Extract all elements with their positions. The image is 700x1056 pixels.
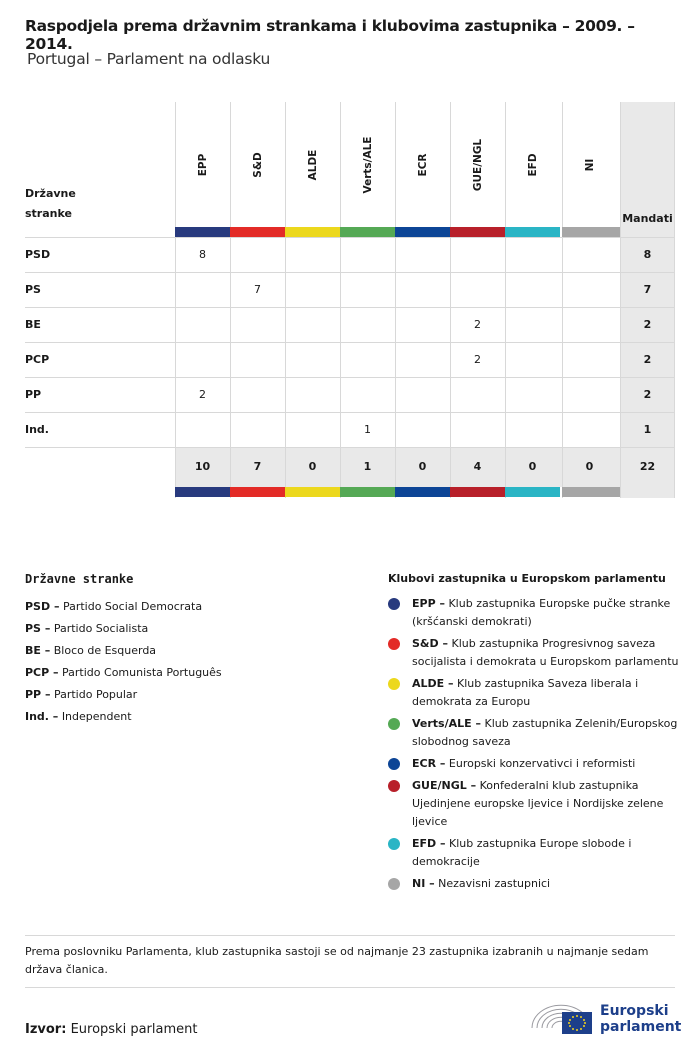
seat-cell	[505, 307, 560, 342]
seat-cell	[505, 272, 560, 307]
seat-cell	[562, 412, 617, 447]
seat-cell	[230, 377, 285, 412]
party-name: Bloco de Esquerda	[53, 644, 157, 657]
seat-cell	[340, 342, 395, 377]
source-line	[25, 1022, 197, 1037]
grand-total-cell: 22	[639, 460, 656, 473]
group-header-label: S&D	[251, 151, 264, 178]
seat-cell	[395, 307, 450, 342]
group-color-dot-icon	[388, 838, 400, 850]
seat-cell	[395, 272, 450, 307]
group-legend-item	[388, 755, 683, 773]
party-name: Partido Socialista	[53, 622, 149, 635]
group-legend-item	[388, 715, 683, 751]
seat-cell	[175, 342, 230, 377]
party-abbr: Ind. –	[25, 710, 59, 723]
group-sum-cell: 0	[418, 460, 427, 473]
group-color-dot-icon	[388, 678, 400, 690]
seat-cell	[505, 412, 560, 447]
group-color-bar	[562, 487, 620, 497]
group-sum-cell: 10	[194, 460, 211, 473]
divider	[25, 987, 675, 988]
party-name: Partido Social Democrata	[62, 600, 203, 613]
seat-cell	[230, 412, 285, 447]
group-header	[193, 117, 213, 212]
seat-cell	[340, 307, 395, 342]
group-description: Nezavisni zastupnici	[438, 877, 551, 890]
party-legend-item	[25, 706, 355, 728]
seat-cell	[395, 237, 450, 272]
row-total-cell: 2	[643, 318, 652, 331]
group-legend-item	[388, 635, 683, 671]
group-header-label: ECR	[416, 153, 429, 176]
group-color-bar	[505, 227, 560, 237]
group-color-dot-icon	[388, 780, 400, 792]
group-color-bar	[230, 227, 285, 237]
row-header-line-2: stranke	[25, 207, 72, 220]
seat-cell	[340, 272, 395, 307]
party-legend	[25, 572, 355, 728]
group-sum-cell: 0	[308, 460, 317, 473]
group-legend-item	[388, 777, 683, 831]
group-description: Konfederalni klub zastupnika Ujedinjene europske ljevice i Nordijske zelene ljevice	[412, 779, 664, 828]
seat-cell	[395, 342, 450, 377]
seat-cell	[562, 307, 617, 342]
group-color-bar	[505, 487, 560, 497]
group-description: Klub zastupnika Progresivnog saveza socijalista i demokrata u Europskom parlamentu	[412, 637, 679, 668]
group-description: Klub zastupnika Europe slobode i demokracije	[412, 837, 632, 868]
group-header	[523, 117, 543, 212]
seat-cell	[562, 237, 617, 272]
group-description: Klub zastupnika Zelenih/Europskog slobodnog saveza	[412, 717, 678, 748]
group-color-bar	[395, 227, 450, 237]
party-row-label: PSD	[25, 248, 51, 261]
group-sum-cell: 4	[473, 460, 482, 473]
seat-cell	[175, 412, 230, 447]
group-header-label: Verts/ALE	[361, 136, 374, 193]
seat-cell	[395, 377, 450, 412]
group-color-bar	[285, 487, 340, 497]
group-abbr: EFD –	[412, 837, 446, 850]
group-header	[580, 117, 600, 212]
page-subtitle: Portugal – Parlament na odlasku	[27, 50, 271, 68]
group-color-bar	[175, 227, 230, 237]
row-header-line-1: Državne	[25, 187, 76, 200]
seat-cell: 8	[199, 248, 206, 261]
seat-cell: 2	[474, 318, 481, 331]
seat-cell	[450, 272, 505, 307]
group-sum-cell: 1	[363, 460, 372, 473]
group-color-dot-icon	[388, 718, 400, 730]
party-row-label: PS	[25, 283, 41, 296]
group-header-label: EFD	[526, 152, 539, 177]
seat-cell	[285, 272, 340, 307]
group-header-label: EPP	[196, 153, 209, 176]
group-header	[248, 117, 268, 212]
party-name: Partido Popular	[53, 688, 138, 701]
group-abbr: ALDE –	[412, 677, 454, 690]
seat-cell: 2	[199, 388, 206, 401]
group-color-bar	[395, 487, 450, 497]
hemicycle-flag-icon	[528, 998, 598, 1038]
seat-cell	[285, 237, 340, 272]
group-header-label: GUE/NGL	[471, 138, 484, 191]
party-abbr: PSD –	[25, 600, 60, 613]
footnote: Prema poslovniku Parlamenta, klub zastupnika sastoji se od najmanje 23 zastupnika izabranih u najmanje sedam država članica.	[25, 945, 649, 976]
seat-cell	[230, 342, 285, 377]
seat-cell: 1	[364, 423, 371, 436]
group-abbr: NI –	[412, 877, 435, 890]
group-color-bar	[450, 487, 505, 497]
group-legend-item	[388, 595, 683, 631]
source-value: Europski parlament	[70, 1022, 198, 1037]
group-legend-heading: Klubovi zastupnika u Europskom parlamentu	[388, 572, 666, 585]
group-abbr: ECR –	[412, 757, 446, 770]
party-row-label: Ind.	[25, 423, 49, 436]
group-legend	[388, 572, 683, 897]
seat-cell	[450, 412, 505, 447]
seat-cell	[562, 377, 617, 412]
seat-cell	[505, 342, 560, 377]
logo-text	[600, 1003, 681, 1035]
party-legend-heading: Državne stranke	[25, 572, 134, 586]
seat-cell	[285, 377, 340, 412]
group-color-bar	[562, 227, 620, 237]
group-abbr: GUE/NGL –	[412, 779, 477, 792]
group-color-bar	[450, 227, 505, 237]
group-legend-item	[388, 875, 683, 893]
party-abbr: PS –	[25, 622, 51, 635]
seat-cell	[505, 377, 560, 412]
group-description: Klub zastupnika Saveza liberala i demokrata za Europu	[412, 677, 639, 708]
party-name: Independent	[61, 710, 132, 723]
group-color-bar	[175, 487, 230, 497]
seat-cell	[285, 412, 340, 447]
seat-cell	[450, 237, 505, 272]
seat-cell: 2	[474, 353, 481, 366]
group-header	[303, 117, 323, 212]
logo-text-line-1: Europski	[600, 1003, 669, 1019]
party-legend-item	[25, 662, 355, 684]
page-title: Raspodjela prema državnim strankama i klubovima zastupnika – 2009. – 2014.	[25, 17, 635, 53]
seat-cell	[175, 307, 230, 342]
row-total-cell: 2	[643, 353, 652, 366]
group-legend-item	[388, 675, 683, 711]
party-abbr: PCP –	[25, 666, 59, 679]
seat-cell	[230, 307, 285, 342]
party-abbr: PP –	[25, 688, 51, 701]
group-header-label: ALDE	[306, 149, 319, 180]
seat-cell	[340, 237, 395, 272]
source-label: Izvor:	[25, 1022, 67, 1037]
seat-cell	[562, 342, 617, 377]
seat-cell	[395, 412, 450, 447]
row-total-cell: 2	[643, 388, 652, 401]
group-color-bar	[230, 487, 285, 497]
group-abbr: EPP –	[412, 597, 445, 610]
group-abbr: S&D –	[412, 637, 448, 650]
group-header-label: NI	[583, 158, 596, 171]
party-legend-item	[25, 618, 355, 640]
row-total-cell: 1	[643, 423, 652, 436]
party-row-label: PP	[25, 388, 42, 401]
group-abbr: Verts/ALE –	[412, 717, 481, 730]
seat-cell	[285, 342, 340, 377]
group-sum-cell: 7	[253, 460, 262, 473]
party-name: Partido Comunista Português	[62, 666, 222, 679]
group-header	[468, 117, 488, 212]
row-total-cell: 7	[643, 283, 652, 296]
group-color-dot-icon	[388, 758, 400, 770]
europarl-logo	[528, 998, 682, 1038]
group-description: Klub zastupnika Europske pučke stranke (kršćanski demokrati)	[412, 597, 671, 628]
logo-text-line-2: parlament	[600, 1019, 682, 1035]
mandates-header: Mandati	[622, 212, 673, 225]
group-color-dot-icon	[388, 638, 400, 650]
party-legend-item	[25, 684, 355, 706]
group-color-dot-icon	[388, 878, 400, 890]
row-header-label	[25, 184, 105, 224]
group-sum-cell: 0	[528, 460, 537, 473]
seat-cell	[230, 237, 285, 272]
seat-cell	[505, 237, 560, 272]
party-row-label: PCP	[25, 353, 50, 366]
party-legend-item	[25, 640, 355, 662]
seat-cell	[450, 377, 505, 412]
seat-cell	[285, 307, 340, 342]
group-legend-item	[388, 835, 683, 871]
group-header	[358, 117, 378, 212]
group-color-bar	[285, 227, 340, 237]
party-abbr: BE –	[25, 644, 51, 657]
seat-distribution-table	[25, 102, 675, 498]
group-description: Europski konzervativci i reformisti	[448, 757, 636, 770]
group-color-bar	[340, 227, 395, 237]
seat-cell: 7	[254, 283, 261, 296]
party-legend-item	[25, 596, 355, 618]
row-total-cell: 8	[643, 248, 652, 261]
party-row-label: BE	[25, 318, 41, 331]
group-header	[413, 117, 433, 212]
group-sum-cell: 0	[585, 460, 594, 473]
seat-cell	[175, 272, 230, 307]
group-color-dot-icon	[388, 598, 400, 610]
group-color-bar	[340, 487, 395, 497]
seat-cell	[340, 377, 395, 412]
divider	[25, 935, 675, 936]
seat-cell	[562, 272, 617, 307]
